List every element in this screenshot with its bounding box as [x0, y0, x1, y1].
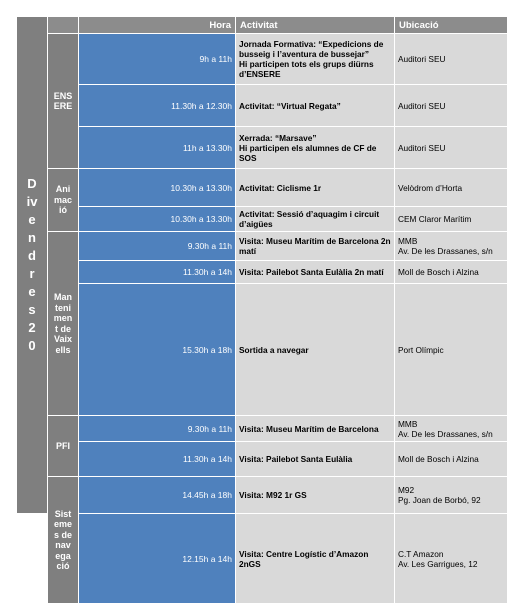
- table-row-time: 12.15h a 14h: [79, 514, 235, 603]
- table-row-time: 14.45h a 18h: [79, 477, 235, 513]
- table-row-time: 10.30h a 13.30h: [79, 207, 235, 231]
- table-row-activity: Visita: Pailebot Santa Eulàlia 2n matí: [236, 261, 394, 283]
- table-row-location: Port Olímpic: [395, 284, 507, 415]
- table-row-location: Auditori SEU: [395, 85, 507, 126]
- table-row-activity: Visita: Museu Marítim de Barcelona: [236, 416, 394, 441]
- table-row-activity: Activitat: Sessió d’aquagim i circuit d’aigües: [236, 207, 394, 231]
- schedule-table: [17, 17, 502, 571]
- group-pfi: PFI: [48, 416, 78, 476]
- table-row-location: CEM Claror Marítim: [395, 207, 507, 231]
- table-row-location: C.T Amazon Av. Les Garrigues, 12: [395, 514, 507, 603]
- table-row-time: 11.30h a 12.30h: [79, 85, 235, 126]
- table-row-time: 9.30h a 11h: [79, 416, 235, 441]
- table-row-location: Auditori SEU: [395, 34, 507, 84]
- group-animacio: Animació: [48, 169, 78, 231]
- table-row-location: M92 Pg. Joan de Borbó, 92: [395, 477, 507, 513]
- table-row-activity: Xerrada: “Marsave” Hi participen els alumnes de CF de SOS: [236, 127, 394, 168]
- table-row-activity: Jornada Formativa: “Expedicions de busseig i l’aventura de bussejar” Hi participen tots els grups diürns d’ENSERE: [236, 34, 394, 84]
- table-row-time: 9h a 11h: [79, 34, 235, 84]
- table-row-time: 9.30h a 11h: [79, 232, 235, 260]
- header-blank: [48, 17, 78, 33]
- table-row-activity: Visita: Pailebot Santa Eulàlia: [236, 442, 394, 476]
- table-row-activity: Visita: Museu Marítim de Barcelona 2n matí: [236, 232, 394, 260]
- day-label-cell: [17, 17, 47, 513]
- table-row-location: MMB Av. De les Drassanes, s/n: [395, 232, 507, 260]
- header-activitat: Activitat: [236, 17, 394, 33]
- table-row-time: 11h a 13.30h: [79, 127, 235, 168]
- header-ubicacio: Ubicació: [395, 17, 507, 33]
- table-row-activity: Activitat: “Virtual Regata”: [236, 85, 394, 126]
- table-row-time: 15.30h a 18h: [79, 284, 235, 415]
- header-hora: Hora: [79, 17, 235, 33]
- table-row-activity: Activitat: Ciclisme 1r: [236, 169, 394, 206]
- table-row-location: Moll de Bosch i Alzina: [395, 261, 507, 283]
- group-manteniment-de-vaixells: Manteniment de Vaixells: [48, 232, 78, 415]
- table-row-activity: Sortida a navegar: [236, 284, 394, 415]
- group-sistemes-de-navegacio: Sistemes de navegació: [48, 477, 78, 603]
- table-row-location: MMB Av. De les Drassanes, s/n: [395, 416, 507, 441]
- day-label: Divendres 20: [26, 176, 38, 353]
- table-row-time: 10.30h a 13.30h: [79, 169, 235, 206]
- table-row-time: 11.30h a 14h: [79, 261, 235, 283]
- table-row-activity: Visita: M92 1r GS: [236, 477, 394, 513]
- group-ensere: ENSERE: [48, 34, 78, 168]
- table-row-location: Moll de Bosch i Alzina: [395, 442, 507, 476]
- table-row-location: Velòdrom d’Horta: [395, 169, 507, 206]
- table-row-location: Auditori SEU: [395, 127, 507, 168]
- table-row-activity: Visita: Centre Logístic d’Amazon 2nGS: [236, 514, 394, 603]
- table-row-time: 11.30h a 14h: [79, 442, 235, 476]
